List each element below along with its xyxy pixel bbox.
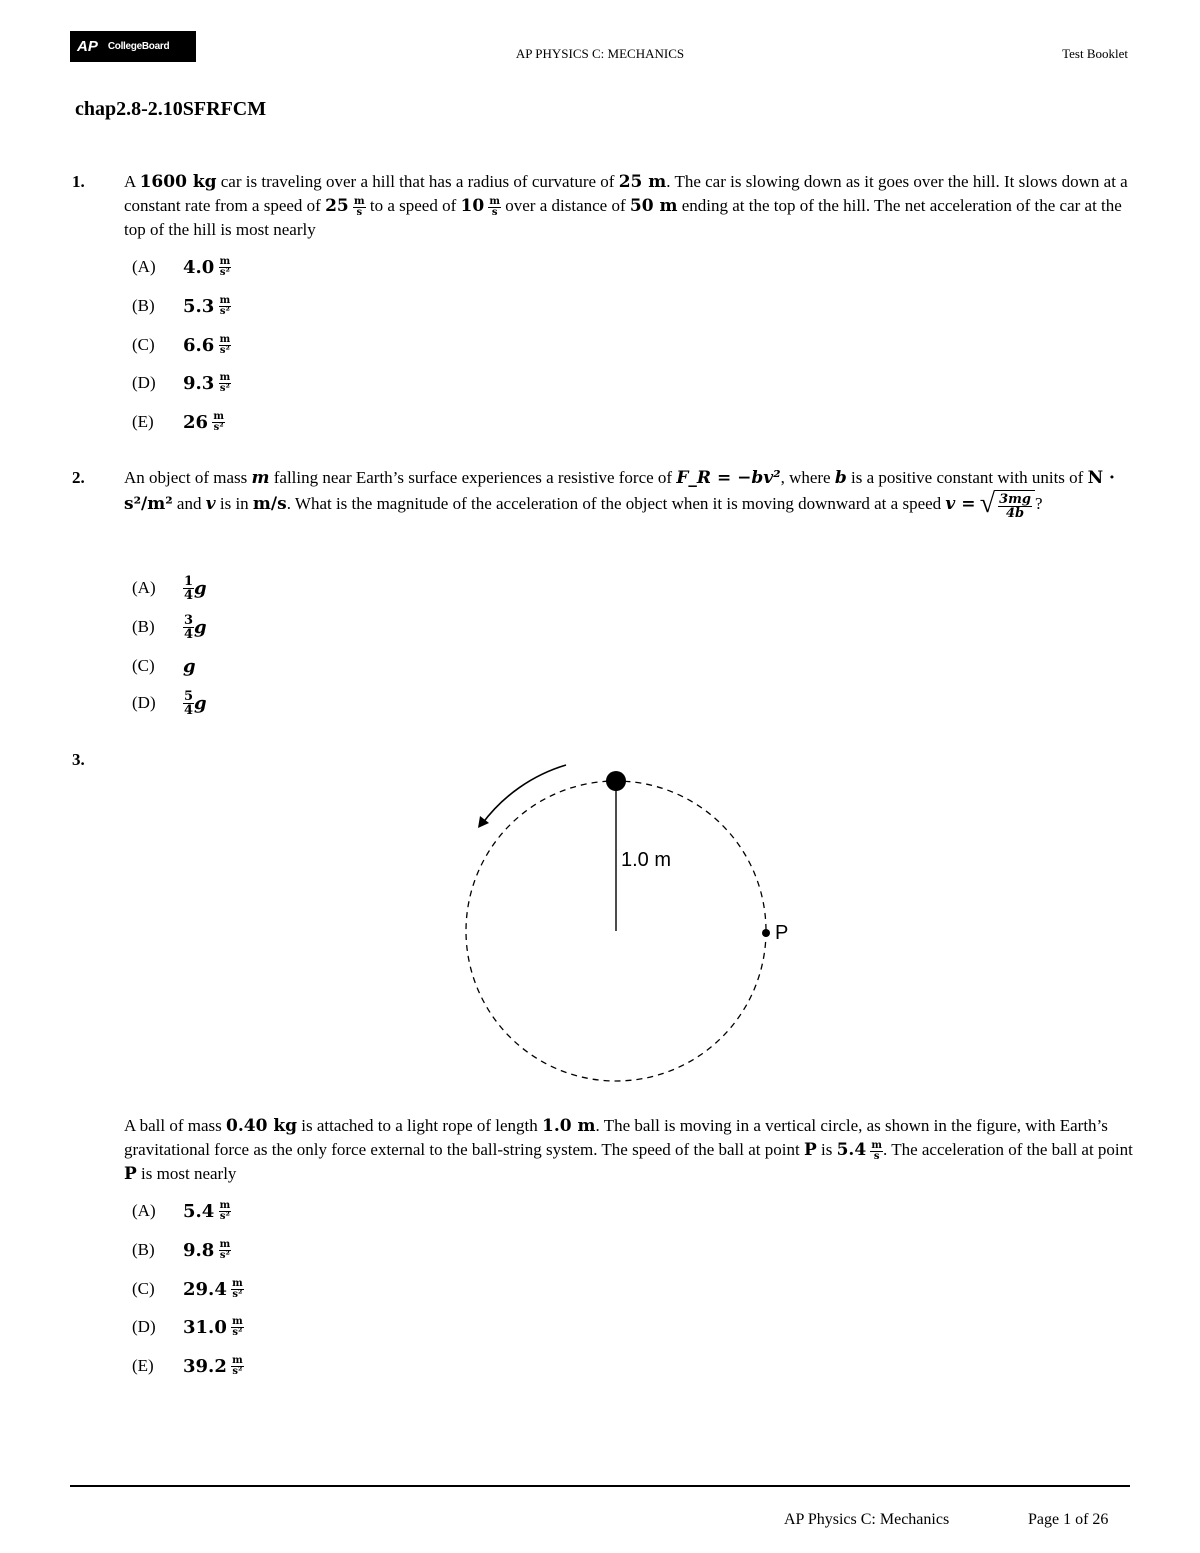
point-p-ref: P xyxy=(803,1140,817,1160)
question-1-number: 1. xyxy=(72,172,85,191)
accel-unit: $\frac{m}{\text{s²}}$ xyxy=(219,1238,231,1261)
question-2-number: 2. xyxy=(72,468,85,487)
point-p-marker xyxy=(762,929,770,937)
ball xyxy=(606,771,626,791)
ball-speed: 5.4 xyxy=(836,1140,867,1160)
question-3-stem: A ball of mass 0.40 kg is attached to a light rope of length 1.0 m. The ball is moving in a vertical circle, as shown in the figure, with Earth’s gravitational force as the only force external to the ball-string system. The speed of the ball at point P is 5.4 $\frac{m}{s}$ . The acceleration of the ball at point P is most nearly xyxy=(124,1116,1133,1184)
q1-option-a[interactable]: (A) 4.0 $\frac{m}{\text{s²}}$ xyxy=(132,255,231,278)
footer-page-number: Page 1 of 26 xyxy=(1028,1511,1109,1528)
logo-brand-text: CollegeBoard xyxy=(107,41,170,52)
b-units: N · s²/m² xyxy=(124,468,1115,514)
accel-unit: $\frac{m}{\text{s²}}$ xyxy=(219,255,231,278)
radius-label: 1.0 m xyxy=(621,849,672,871)
initial-speed: 25 xyxy=(325,196,349,216)
accel-unit: $\frac{m}{\text{s²}}$ xyxy=(219,371,231,394)
header-booklet-label: Test Booklet xyxy=(1062,46,1128,61)
q3-option-c[interactable]: (C) 29.4 $\frac{m}{\text{s²}}$ xyxy=(132,1277,243,1300)
header-course-title: AP PHYSICS C: MECHANICS xyxy=(515,46,685,61)
footer-course: AP Physics C: Mechanics xyxy=(784,1511,950,1528)
vertical-circle-diagram xyxy=(440,756,810,1092)
final-speed: 10 xyxy=(460,196,485,216)
document-title: chap2.8-2.10SFRFCM xyxy=(75,98,267,120)
question-1-stem: A 1600 kg car is traveling over a hill that has a radius of curvature of 25 m. The car is slowing down as it goes over the hill. It slows down at a constant rate from a speed of 25 $\frac{m}{s}$ to a speed of 10 $\frac{m}{s}$ over a distance of 50 m ending at the top of the hill. The net acceleration of the car at the top of the hill is most nearly xyxy=(124,172,1128,239)
logo-ap-text: AP xyxy=(77,38,98,55)
rope-length: 1.0 m xyxy=(542,1116,596,1136)
point-p-label: P xyxy=(775,922,789,944)
footer-divider xyxy=(70,1485,1130,1487)
speed-unit: $\frac{m}{s}$ xyxy=(871,1139,883,1162)
point-p-ref: P xyxy=(124,1164,137,1184)
velocity-unit: m/s xyxy=(252,493,287,514)
question-2-stem: An object of mass m falling near Earth’s surface experiences a resistive force of F_R = −bv², where b is a positive constant with units of N · s²/m² and v is in m/s. What is the magnitude of the acceleration of the object when it is moving downward at a speed v = √ $\frac{3mg}{4b}$ ? xyxy=(124,468,1115,521)
q1-option-c[interactable]: (C) 6.6 $\frac{m}{\text{s²}}$ xyxy=(132,333,231,356)
accel-unit: $\frac{m}{\text{s²}}$ xyxy=(219,333,231,356)
accel-unit: $\frac{m}{\text{s²}}$ xyxy=(232,1277,243,1300)
hill-radius: 25 m xyxy=(618,172,667,192)
car-mass: 1600 kg xyxy=(139,172,217,192)
speed-unit: $\frac{m}{s}$ xyxy=(489,195,501,218)
q3-option-d[interactable]: (D) 31.0 $\frac{m}{\text{s²}}$ xyxy=(132,1315,243,1338)
accel-unit: $\frac{m}{\text{s²}}$ xyxy=(219,1199,231,1222)
q3-option-e[interactable]: (E) 39.2 $\frac{m}{\text{s²}}$ xyxy=(132,1354,243,1377)
q2-option-d[interactable]: (D) $\frac{5}{4}$ g xyxy=(132,688,207,718)
velocity-symbol: v xyxy=(205,493,216,514)
q2-option-c[interactable]: (C) g xyxy=(132,655,196,677)
q3-option-a[interactable]: (A) 5.4 $\frac{m}{\text{s²}}$ xyxy=(132,1199,231,1222)
sqrt-expression: √ $\frac{3mg}{4b}$ xyxy=(980,490,1035,520)
q2-option-b[interactable]: (B) $\frac{3}{4}$ g xyxy=(132,612,207,642)
distance: 50 m xyxy=(629,196,678,216)
speed-equation-lhs: v = xyxy=(945,493,976,514)
mass-symbol: m xyxy=(251,468,270,488)
constant-b: b xyxy=(834,468,847,488)
accel-unit: $\frac{m}{\text{s²}}$ xyxy=(232,1315,243,1338)
q1-option-d[interactable]: (D) 9.3 $\frac{m}{\text{s²}}$ xyxy=(132,371,231,394)
ball-mass: 0.40 kg xyxy=(226,1116,297,1136)
q1-option-b[interactable]: (B) 5.3 $\frac{m}{\text{s²}}$ xyxy=(132,294,231,317)
speed-unit: $\frac{m}{s}$ xyxy=(354,195,365,218)
q1-option-e[interactable]: (E) 26 $\frac{m}{\text{s²}}$ xyxy=(132,410,224,433)
accel-unit: $\frac{m}{\text{s²}}$ xyxy=(219,294,231,317)
accel-unit: $\frac{m}{\text{s²}}$ xyxy=(232,1354,243,1377)
question-3-number: 3. xyxy=(72,750,85,769)
resistive-force-equation: F_R = −bv² xyxy=(676,468,781,488)
q3-option-b[interactable]: (B) 9.8 $\frac{m}{\text{s²}}$ xyxy=(132,1238,231,1261)
q2-option-a[interactable]: (A) $\frac{1}{4}$ g xyxy=(132,573,207,603)
accel-unit: $\frac{m}{\text{s²}}$ xyxy=(213,410,224,433)
